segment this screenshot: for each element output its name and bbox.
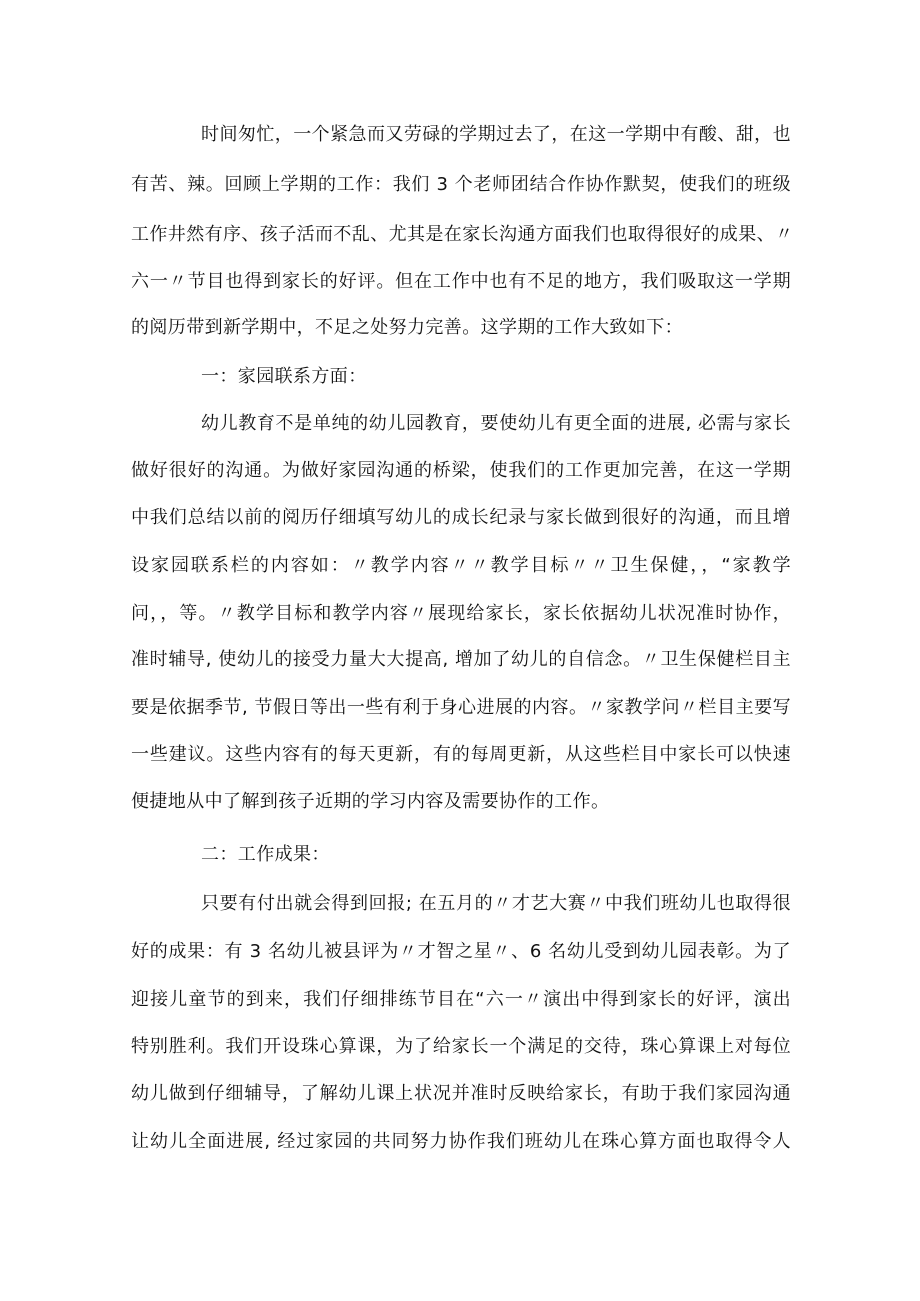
paragraph-line: 一些建议。这些内容有的每天更新，有的每周更新，从这些栏目中家长可以快速	[131, 744, 791, 765]
paragraph-line: 问，，等。〃教学目标和教学内容〃展现给家长，家长依据幼儿状况准时协作，	[131, 603, 791, 624]
paragraph-line: 特别胜利。我们开设珠心算课，为了给家长一个满足的交待，珠心算课上对每位	[131, 1036, 791, 1057]
paragraph-line: 做好很好的沟通。为做好家园沟通的桥梁，使我们的工作更加完善，在这一学期	[131, 460, 791, 481]
section-heading: 二：工作成果：	[201, 844, 330, 865]
section-heading: 一：家园联系方面：	[201, 366, 367, 387]
paragraph-line: 的阅历带到新学期中，不足之处努力完善。这学期的工作大致如下：	[131, 317, 683, 338]
paragraph-line: 要是依据季节, 节假日等出一些有利于身心进展的内容。〃家教学问〃栏目主要写	[131, 697, 791, 718]
paragraph-line: 幼儿教育不是单纯的幼儿园教育，要使幼儿有更全面的进展, 必需与家长	[201, 413, 791, 434]
paragraph-line: 中我们总结以前的阅历仔细填写幼儿的成长纪录与家长做到很好的沟通，而且增	[131, 507, 791, 528]
paragraph-line: 工作井然有序、孩子活而不乱、尤其是在家长沟通方面我们也取得很好的成果、〃	[131, 224, 794, 245]
paragraph-line: 便捷地从中了解到孩子近期的学习内容及需要协作的工作。	[131, 791, 610, 812]
paragraph-line: 时间匆忙，一个紧急而又劳碌的学期过去了，在这一学期中有酸、甜，也	[201, 124, 791, 145]
paragraph-line: 准时辅导, 使幼儿的接受力量大大提高, 增加了幼儿的自信念。〃卫生保健栏目主	[131, 649, 791, 670]
paragraph-line: 好的成果：有 3 名幼儿被县评为〃才智之星〃、6 名幼儿受到幼儿园表彰。为了	[131, 941, 791, 962]
paragraph-line: 有苦、辣。回顾上学期的工作：我们 3 个老师团结合作协作默契，使我们的班级	[131, 174, 791, 195]
paragraph-line: 幼儿做到仔细辅导，了解幼儿课上状况并准时反映给家长，有助于我们家园沟通	[131, 1083, 791, 1104]
paragraph-line: 设家园联系栏的内容如：〃教学内容〃〃教学目标〃〃卫生保健，，“家教学	[131, 555, 791, 576]
paragraph-line: 只要有付出就会得到回报; 在五月的〃才艺大赛〃中我们班幼儿也取得很	[201, 893, 791, 914]
paragraph-line: 让幼儿全面进展, 经过家园的共同努力协作我们班幼儿在珠心算方面也取得令人	[131, 1131, 791, 1152]
paragraph-line: 迎接儿童节的到来，我们仔细排练节目在“六一〃演出中得到家长的好评，演出	[131, 989, 791, 1010]
paragraph-line: 六一〃节目也得到家长的好评。但在工作中也有不足的地方，我们吸取这一学期	[131, 271, 791, 292]
